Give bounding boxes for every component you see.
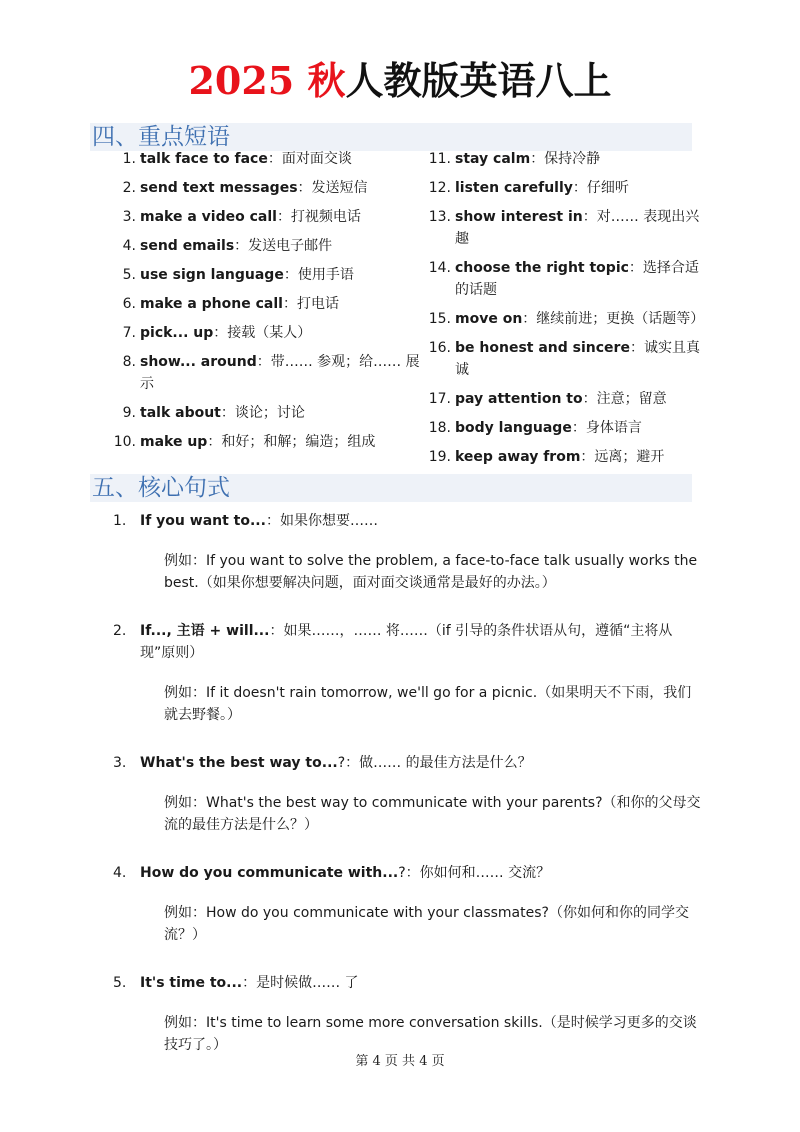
phrase-item xyxy=(112,351,432,395)
phrase-item xyxy=(112,206,432,228)
phrase-chinese: ：和好；和解；编造；组成 xyxy=(207,434,376,450)
phrase-english: talk face to face xyxy=(140,151,268,167)
pattern-chinese: ：如果你想要…… xyxy=(265,513,378,529)
phrase-number: 19. xyxy=(428,449,451,465)
pattern-number: 5. xyxy=(113,975,127,991)
phrase-chinese: ：诚实且真诚 xyxy=(455,340,700,378)
phrase-english: be honest and sincere xyxy=(455,340,630,356)
page-footer: 第 4 页 共 4 页 xyxy=(355,1054,445,1069)
sentence-pattern-list xyxy=(113,510,703,1056)
sentence-pattern-item xyxy=(113,620,703,726)
phrase-english: pick... up xyxy=(140,325,214,341)
pattern-chinese: ?：做…… 的最佳方法是什么？ xyxy=(337,755,532,771)
phrase-item xyxy=(427,308,707,330)
phrase-number: 17. xyxy=(428,391,451,407)
pattern-example: 例如：If it doesn't rain tomorrow, we'll go for a picnic.（如果明天不下雨，我们就去野餐。） xyxy=(164,685,692,723)
phrase-item xyxy=(427,206,707,250)
phrase-english: show interest in xyxy=(455,209,583,225)
sentence-pattern-item xyxy=(113,510,703,594)
phrase-number: 14. xyxy=(428,260,451,276)
phrase-english: make a phone call xyxy=(140,296,283,312)
phrase-chinese: ：带…… 参观；给…… 展示 xyxy=(140,354,420,392)
phrase-item xyxy=(112,235,432,257)
pattern-chinese: ?：你如何和…… 交流？ xyxy=(398,865,551,881)
phrase-item xyxy=(427,257,707,301)
phrase-english: make up xyxy=(140,434,208,450)
phrase-chinese: ：发送短信 xyxy=(297,180,368,196)
pattern-number: 4. xyxy=(113,865,127,881)
phrase-item xyxy=(112,402,432,424)
phrase-number: 7. xyxy=(122,325,136,341)
pattern-english: How do you communicate with... xyxy=(140,865,399,881)
phrase-item xyxy=(427,337,707,381)
pattern-head xyxy=(140,510,703,532)
phrase-english: keep away from xyxy=(455,449,581,465)
phrase-chinese: ：远离；避开 xyxy=(580,449,665,465)
phrase-item xyxy=(427,177,707,199)
phrase-chinese: ：接载（某人） xyxy=(213,325,312,341)
phrase-item xyxy=(112,148,432,170)
phrase-number: 13. xyxy=(428,209,451,225)
section-heading-sentence-patterns: 五、核心句式 xyxy=(90,474,692,502)
pattern-head xyxy=(140,620,703,664)
pattern-head xyxy=(140,862,703,884)
phrase-chinese: ：保持冷静 xyxy=(530,151,601,167)
phrase-number: 16. xyxy=(428,340,451,356)
phrase-english: send emails xyxy=(140,238,235,254)
pattern-english: If you want to... xyxy=(140,513,266,529)
phrase-number: 12. xyxy=(428,180,451,196)
phrase-number: 2. xyxy=(122,180,136,196)
phrase-item xyxy=(427,417,707,439)
pattern-head xyxy=(140,972,703,994)
phrase-english: talk about xyxy=(140,405,221,421)
phrase-chinese: ：发送电子邮件 xyxy=(234,238,333,254)
pattern-chinese: ：是时候做…… 了 xyxy=(242,975,359,991)
phrase-number: 6. xyxy=(122,296,136,312)
section-heading-phrases: 四、重点短语 xyxy=(90,123,692,151)
pattern-number: 3. xyxy=(113,755,127,771)
phrase-chinese: ：打电话 xyxy=(282,296,339,312)
phrase-english: move on xyxy=(455,311,523,327)
phrase-chinese: ：注意；留意 xyxy=(582,391,667,407)
phrase-chinese: ：身体语言 xyxy=(571,420,642,436)
phrase-english: choose the right topic xyxy=(455,260,629,276)
pattern-example: 例如：How do you communicate with your classmates?（你如何和你的同学交流？） xyxy=(164,905,689,943)
phrase-english: pay attention to xyxy=(455,391,583,407)
pattern-chinese: ：如果……，…… 将……（if 引导的条件状语从句，遵循“主将从现”原则） xyxy=(140,623,673,661)
pattern-example: 例如：If you want to solve the problem, a face-to-face talk usually works the best.（如果你想要解决问题，面对面交谈通常是最好的办法。） xyxy=(164,553,698,591)
phrase-chinese: ：继续前进；更换（话题等） xyxy=(522,311,705,327)
phrase-item xyxy=(427,148,707,170)
phrase-chinese: ：仔细听 xyxy=(572,180,629,196)
phrase-english: stay calm xyxy=(455,151,531,167)
phrase-english: show... around xyxy=(140,354,257,370)
phrase-chinese: ：谈论；讨论 xyxy=(220,405,305,421)
pattern-english: If..., 主语 + will... xyxy=(140,623,270,639)
phrase-number: 18. xyxy=(428,420,451,436)
phrase-english: body language xyxy=(455,420,572,436)
phrase-item xyxy=(112,431,432,453)
page-title xyxy=(0,52,800,110)
phrase-chinese: ：使用手语 xyxy=(283,267,354,283)
phrase-number: 4. xyxy=(122,238,136,254)
sentence-pattern-item xyxy=(113,752,703,836)
phrase-list-right xyxy=(427,148,707,504)
pattern-head xyxy=(140,752,703,774)
phrase-english: make a video call xyxy=(140,209,277,225)
phrase-number: 3. xyxy=(122,209,136,225)
phrase-number: 1. xyxy=(122,151,136,167)
title-main: 人教版英语八上 xyxy=(345,58,612,103)
pattern-number: 1. xyxy=(113,513,127,529)
phrase-number: 8. xyxy=(122,354,136,370)
pattern-english: What's the best way to... xyxy=(140,755,338,771)
phrase-chinese: ：面对面交谈 xyxy=(267,151,352,167)
phrase-number: 10. xyxy=(113,434,136,450)
pattern-example: 例如：What's the best way to communicate with your parents?（和你的父母交流的最佳方法是什么？） xyxy=(164,795,701,833)
sentence-pattern-item xyxy=(113,862,703,946)
phrase-chinese: ：选择合适的话题 xyxy=(455,260,699,298)
phrase-item xyxy=(112,177,432,199)
pattern-english: It's time to... xyxy=(140,975,243,991)
phrase-english: send text messages xyxy=(140,180,298,196)
phrase-item xyxy=(112,264,432,286)
phrase-number: 11. xyxy=(428,151,451,167)
sentence-pattern-item xyxy=(113,972,703,1056)
phrase-english: use sign language xyxy=(140,267,284,283)
phrase-chinese: ：打视频电话 xyxy=(276,209,361,225)
phrase-item xyxy=(112,293,432,315)
phrase-number: 15. xyxy=(428,311,451,327)
phrase-chinese: ：对…… 表现出兴趣 xyxy=(455,209,700,247)
phrase-english: listen carefully xyxy=(455,180,573,196)
phrase-item xyxy=(427,388,707,410)
phrase-item xyxy=(427,446,707,468)
phrase-list-left xyxy=(112,148,432,460)
phrase-number: 5. xyxy=(122,267,136,283)
title-year: 2025 秋 xyxy=(188,58,346,103)
phrase-number: 9. xyxy=(122,405,136,421)
phrase-item xyxy=(112,322,432,344)
pattern-example: 例如：It's time to learn some more conversation skills.（是时候学习更多的交谈技巧了。） xyxy=(164,1015,697,1053)
pattern-number: 2. xyxy=(113,623,127,639)
